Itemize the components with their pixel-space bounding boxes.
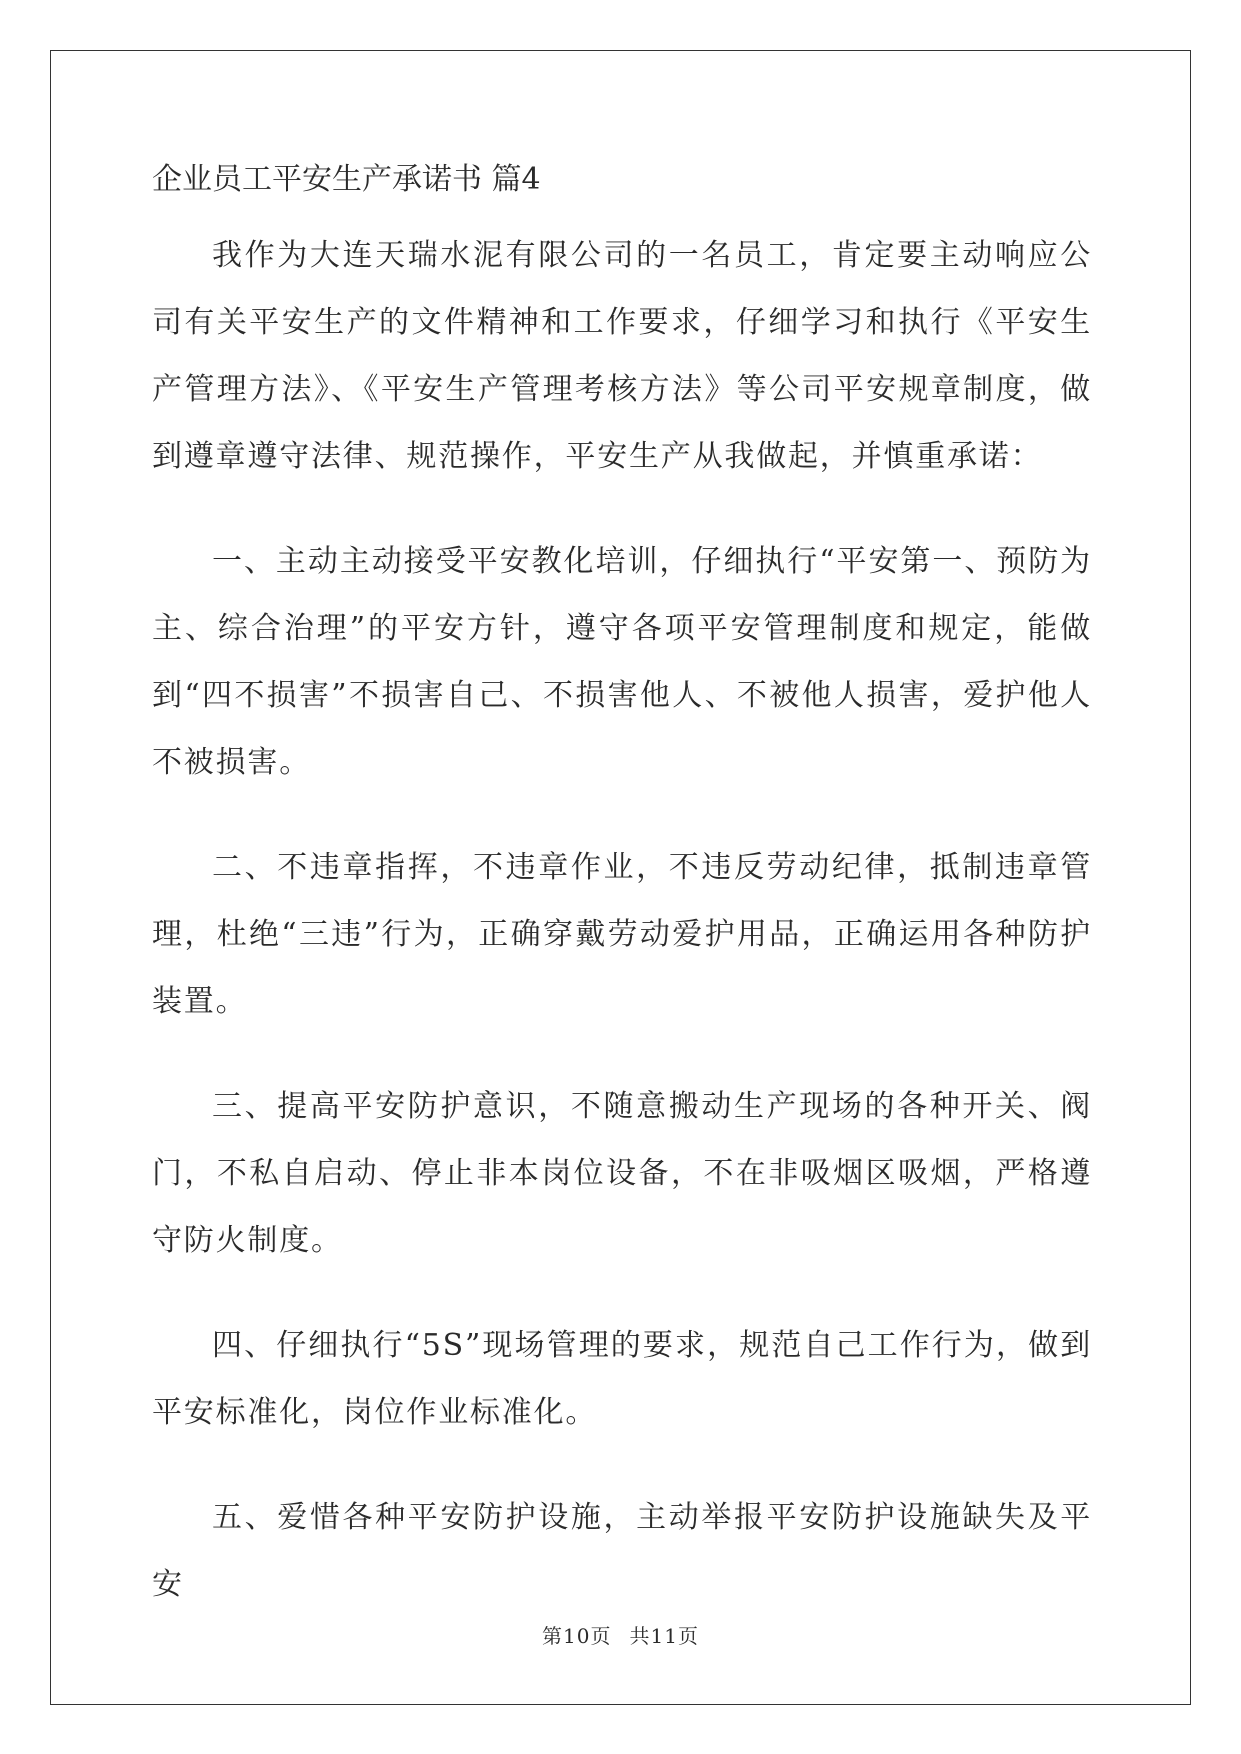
paragraph-item-1: 一、主动主动接受平安教化培训，仔细执行“平安第一、预防为主、综合治理”的平安方针，遵守各项平安管理制度和规定，能做到“四不损害”不损害自己、不损害他人、不被他人损害，爱护他人不被损害。 (152, 544, 1092, 780)
document-title: 企业员工平安生产承诺书 篇4 (152, 162, 541, 197)
page-total: 共11页 (629, 1624, 699, 1648)
paragraph-item-4: 四、仔细执行“5S”现场管理的要求，规范自己工作行为，做到平安标准化，岗位作业标准化。 (152, 1328, 1092, 1430)
paragraph-item-5: 五、爱惜各种平安防护设施，主动举报平安防护设施缺失及平安 (152, 1500, 1092, 1602)
page-footer (0, 1620, 1241, 1649)
document-body (152, 160, 1092, 1618)
paragraph-item-3: 三、提高平安防护意识，不随意搬动生产现场的各种开关、阀门，不私自启动、停止非本岗位设备，不在非吸烟区吸烟，严格遵守防火制度。 (152, 1089, 1092, 1258)
paragraph-item-2: 二、不违章指挥，不违章作业，不违反劳动纪律，抵制违章管理，杜绝“三违”行为，正确穿戴劳动爱护用品，正确运用各种防护装置。 (152, 850, 1092, 1019)
page-number: 第10页 (542, 1624, 612, 1648)
paragraph-intro: 我作为大连天瑞水泥有限公司的一名员工，肯定要主动响应公司有关平安生产的文件精神和工作要求，仔细学习和执行《平安生产管理方法》、《平安生产管理考核方法》等公司平安规章制度，做到遵章遵守法律、规范操作，平安生产从我做起，并慎重承诺： (152, 238, 1092, 474)
